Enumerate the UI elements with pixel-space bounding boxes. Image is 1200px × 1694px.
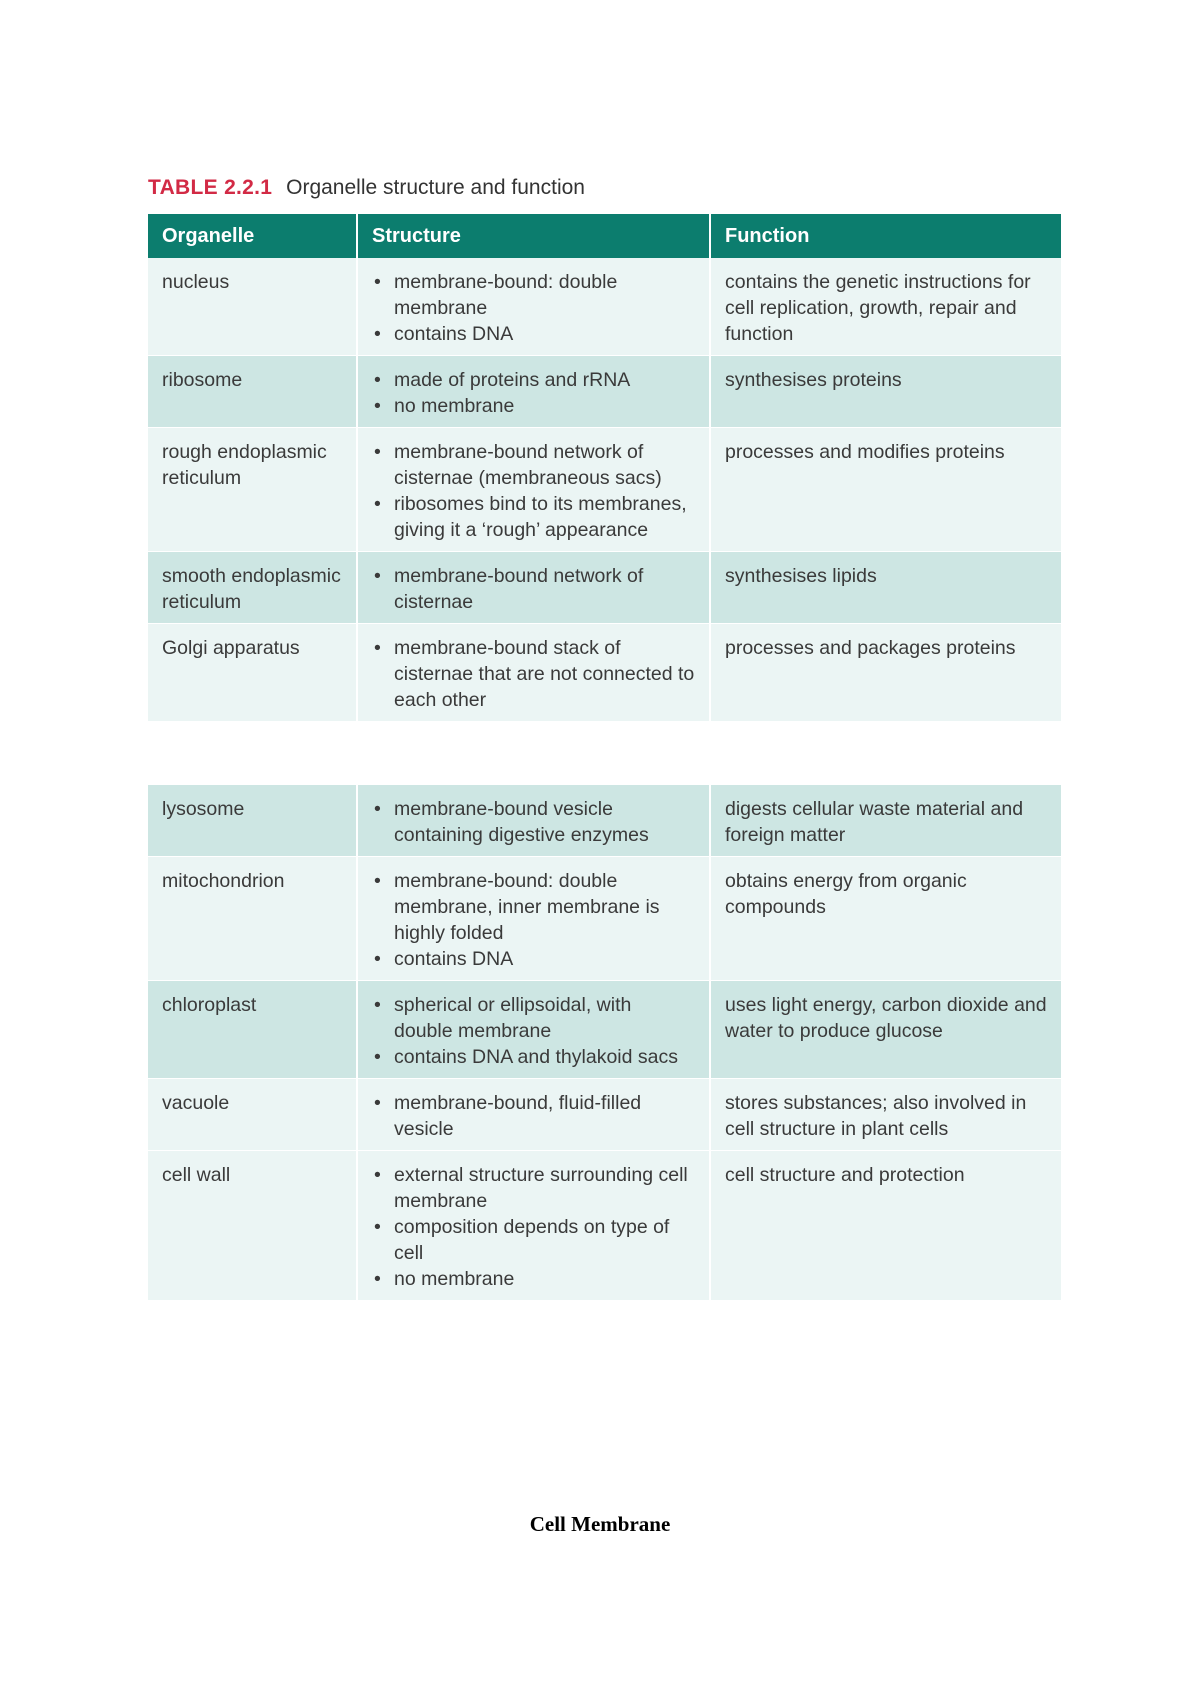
structure-item: • membrane-bound network of cisternae (membraneous sacs) [372, 439, 695, 491]
structure-item: • membrane-bound: double membrane, inner membrane is highly folded [372, 868, 695, 946]
organelle-cell: smooth endoplasmic reticulum [148, 552, 358, 624]
structure-list [372, 269, 695, 347]
structure-item: • membrane-bound: double membrane [372, 269, 695, 321]
structure-item: • membrane-bound stack of cisternae that are not connected to each other [372, 635, 695, 713]
organelle-cell: cell wall [148, 1151, 358, 1301]
organelle-table-part-1 [148, 214, 1061, 722]
function-cell: processes and packages proteins [711, 624, 1061, 722]
structure-list [372, 1090, 695, 1142]
organelle-cell: vacuole [148, 1079, 358, 1151]
column-header-function: Function [711, 214, 1061, 258]
structure-item: • no membrane [372, 393, 695, 419]
table-row [148, 624, 1061, 722]
table-row [148, 356, 1061, 428]
function-cell: synthesises proteins [711, 356, 1061, 428]
table-row [148, 552, 1061, 624]
table-header-row [148, 214, 1061, 258]
function-cell: contains the genetic instructions for cell replication, growth, repair and function [711, 258, 1061, 356]
organelle-cell: chloroplast [148, 981, 358, 1079]
structure-item: • contains DNA [372, 321, 695, 347]
function-cell: uses light energy, carbon dioxide and water to produce glucose [711, 981, 1061, 1079]
table-row [148, 428, 1061, 552]
function-cell: obtains energy from organic compounds [711, 857, 1061, 981]
structure-item: • spherical or ellipsoidal, with double membrane [372, 992, 695, 1044]
organelle-cell: Golgi apparatus [148, 624, 358, 722]
structure-cell [358, 1151, 711, 1301]
structure-cell [358, 356, 711, 428]
structure-cell [358, 624, 711, 722]
structure-cell [358, 258, 711, 356]
structure-item: • composition depends on type of cell [372, 1214, 695, 1266]
function-cell: cell structure and protection [711, 1151, 1061, 1301]
function-cell: stores substances; also involved in cell structure in plant cells [711, 1079, 1061, 1151]
structure-item: • external structure surrounding cell membrane [372, 1162, 695, 1214]
organelle-table-part-2 [148, 785, 1061, 1301]
structure-cell [358, 552, 711, 624]
structure-item: • made of proteins and rRNA [372, 367, 695, 393]
structure-list [372, 563, 695, 615]
structure-list [372, 439, 695, 543]
column-header-organelle: Organelle [148, 214, 358, 258]
structure-item: • ribosomes bind to its membranes, giving it a ‘rough’ appearance [372, 491, 695, 543]
function-cell: processes and modifies proteins [711, 428, 1061, 552]
organelle-cell: lysosome [148, 785, 358, 857]
table-caption [148, 175, 585, 201]
table-title: Organelle structure and function [286, 176, 585, 199]
structure-item: • membrane-bound network of cisternae [372, 563, 695, 615]
table-row [148, 1151, 1061, 1301]
table-row [148, 785, 1061, 857]
structure-list [372, 992, 695, 1070]
organelle-cell: mitochondrion [148, 857, 358, 981]
structure-item: • no membrane [372, 1266, 695, 1292]
function-cell: digests cellular waste material and foreign matter [711, 785, 1061, 857]
structure-cell [358, 857, 711, 981]
table-number: TABLE 2.2.1 [148, 176, 273, 199]
structure-list [372, 868, 695, 972]
function-cell: synthesises lipids [711, 552, 1061, 624]
structure-item: • membrane-bound, fluid-filled vesicle [372, 1090, 695, 1142]
structure-cell [358, 981, 711, 1079]
structure-cell [358, 428, 711, 552]
table-row [148, 1079, 1061, 1151]
table-row [148, 258, 1061, 356]
structure-list [372, 1162, 695, 1292]
table-row [148, 981, 1061, 1079]
organelle-cell: rough endoplasmic reticulum [148, 428, 358, 552]
section-heading: Cell Membrane [529, 1512, 671, 1536]
structure-item: • contains DNA [372, 946, 695, 972]
organelle-cell: ribosome [148, 356, 358, 428]
structure-list [372, 367, 695, 419]
structure-list [372, 635, 695, 713]
table-row [148, 857, 1061, 981]
structure-cell [358, 785, 711, 857]
structure-item: • membrane-bound vesicle containing digestive enzymes [372, 796, 695, 848]
structure-item: • contains DNA and thylakoid sacs [372, 1044, 695, 1070]
structure-list [372, 796, 695, 848]
organelle-cell: nucleus [148, 258, 358, 356]
structure-cell [358, 1079, 711, 1151]
column-header-structure: Structure [358, 214, 711, 258]
